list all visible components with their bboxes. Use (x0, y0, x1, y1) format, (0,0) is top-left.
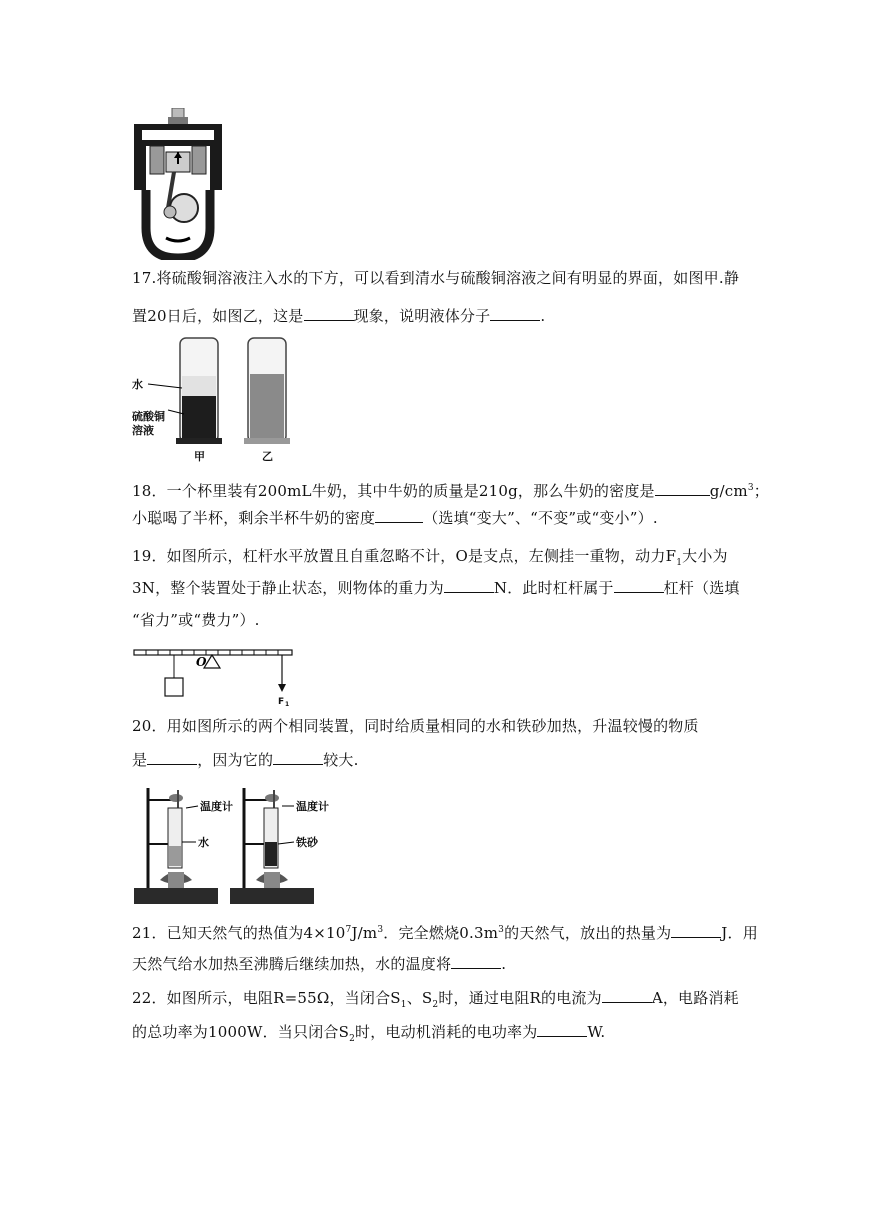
q21-text: ．完全燃烧0.3m (383, 924, 499, 942)
solution-label: 溶液 (132, 424, 154, 437)
q19-line3 (132, 610, 260, 630)
q19-text: 3N，整个装置处于静止状态，则物体的重力为 (132, 579, 444, 597)
q22-text: 时，通过电阻R的电流为 (438, 989, 602, 1007)
q21-line1 (132, 920, 758, 943)
q18-text: 小聪喝了半杯，剩余半杯牛奶的密度 (132, 509, 376, 527)
q19-text: 杠杆（选填 (663, 579, 740, 597)
q19-line2 (132, 578, 740, 598)
q21-text: 21．已知天然气的热值为4×10 (132, 924, 346, 942)
q18-text: ； (753, 482, 769, 500)
q22-text: A，电路消耗 (651, 989, 739, 1007)
q21-exponent: 7 (345, 925, 352, 935)
iron-sand-label: 铁砂 (296, 836, 318, 849)
answer-blank[interactable] (537, 1022, 587, 1037)
q22-subscript: 1 (400, 1000, 407, 1010)
q22-text: 时，电动机消耗的电功率为 (355, 1023, 538, 1041)
q22-text: 22．如图所示，电阻R=55Ω，当闭合S (132, 989, 401, 1007)
q20-line1 (132, 716, 699, 736)
q19-line1 (132, 546, 728, 573)
q22-text: W. (587, 1023, 606, 1041)
q21-text: J．用 (721, 924, 758, 942)
thermometer-label: 温度计 (296, 800, 329, 813)
answer-blank[interactable] (304, 306, 354, 321)
answer-blank[interactable] (490, 306, 540, 321)
figure-yi-label: 乙 (262, 450, 273, 463)
answer-blank[interactable] (614, 578, 664, 593)
q18-exponent: 3 (747, 483, 754, 493)
q21-text: 的天然气，放出的热量为 (504, 924, 672, 942)
q20-text: 较大. (323, 751, 359, 769)
q18-unit: g/cm (709, 482, 748, 500)
q18-text: （选填“变大”、“不变”或“变小”）. (423, 509, 658, 527)
answer-blank[interactable] (444, 578, 494, 593)
q21-exponent: 3 (498, 925, 505, 935)
solution-label: 硫酸铜 (132, 410, 165, 423)
q22-subscript: 2 (432, 1000, 439, 1010)
q17-text: 17.将硫酸铜溶液注入水的下方，可以看到清水与硫酸铜溶液之间有明显的界面，如图甲.静 (132, 269, 740, 287)
q17-text: 置20日后，如图乙，这是 (132, 307, 304, 325)
thermometer-label: 温度计 (200, 800, 233, 813)
q19-text: 大小为 (682, 547, 728, 565)
q22-line2 (132, 1022, 605, 1049)
q17-text: 现象，说明液体分子 (353, 307, 491, 325)
q22-text: 、S (406, 989, 433, 1007)
apparatus-left (134, 788, 233, 904)
q18-line1 (132, 478, 769, 501)
q20-text: ，因为它的 (197, 751, 274, 769)
q21-line2 (132, 954, 506, 974)
answer-blank[interactable] (273, 750, 323, 765)
q22-line1 (132, 988, 739, 1015)
pivot-label: O (196, 655, 207, 669)
q20-line2 (132, 750, 359, 770)
force-subscript: 1 (285, 701, 290, 706)
q19-text: “省力”或“费力”）. (132, 611, 260, 629)
answer-blank[interactable] (671, 923, 721, 938)
answer-blank[interactable] (602, 988, 652, 1003)
q21-text: 天然气给水加热至沸腾后继续加热，水的温度将 (132, 955, 452, 973)
q22-text: 的总功率为1000W．当只闭合S (132, 1023, 350, 1041)
answer-blank[interactable] (451, 954, 501, 969)
q18-line2 (132, 508, 658, 528)
answer-blank[interactable] (655, 481, 710, 496)
figure-jia-label: 甲 (194, 450, 205, 463)
engine-figure (132, 108, 224, 260)
answer-blank[interactable] (147, 750, 197, 765)
q17-line2 (132, 306, 545, 326)
q17-text: . (540, 307, 546, 325)
q17-line1 (132, 268, 739, 288)
q22-subscript: 2 (349, 1034, 356, 1044)
q19-subscript: 1 (676, 558, 683, 568)
q21-text: . (501, 955, 507, 973)
lever-figure (132, 644, 296, 706)
q21-text: J/m (351, 924, 378, 942)
apparatus-right (230, 788, 329, 904)
answer-blank[interactable] (375, 508, 423, 523)
q21-exponent: 3 (377, 925, 384, 935)
diffusion-cylinders-figure (132, 334, 302, 464)
q20-text: 是 (132, 751, 148, 769)
q19-text: N．此时杠杆属于 (493, 579, 614, 597)
force-label: F (278, 697, 285, 706)
q18-text: 18．一个杯里装有200mL牛奶，其中牛奶的质量是210g，那么牛奶的密度是 (132, 482, 655, 500)
water-label: 水 (198, 836, 209, 849)
q20-text: 20．用如图所示的两个相同装置，同时给质量相同的水和铁砂加热，升温较慢的物质 (132, 717, 699, 735)
heating-apparatus-figure (132, 784, 340, 908)
q19-text: 19．如图所示，杠杆水平放置且自重忽略不计，O是支点，左侧挂一重物，动力F (132, 547, 677, 565)
water-label: 水 (132, 378, 143, 391)
